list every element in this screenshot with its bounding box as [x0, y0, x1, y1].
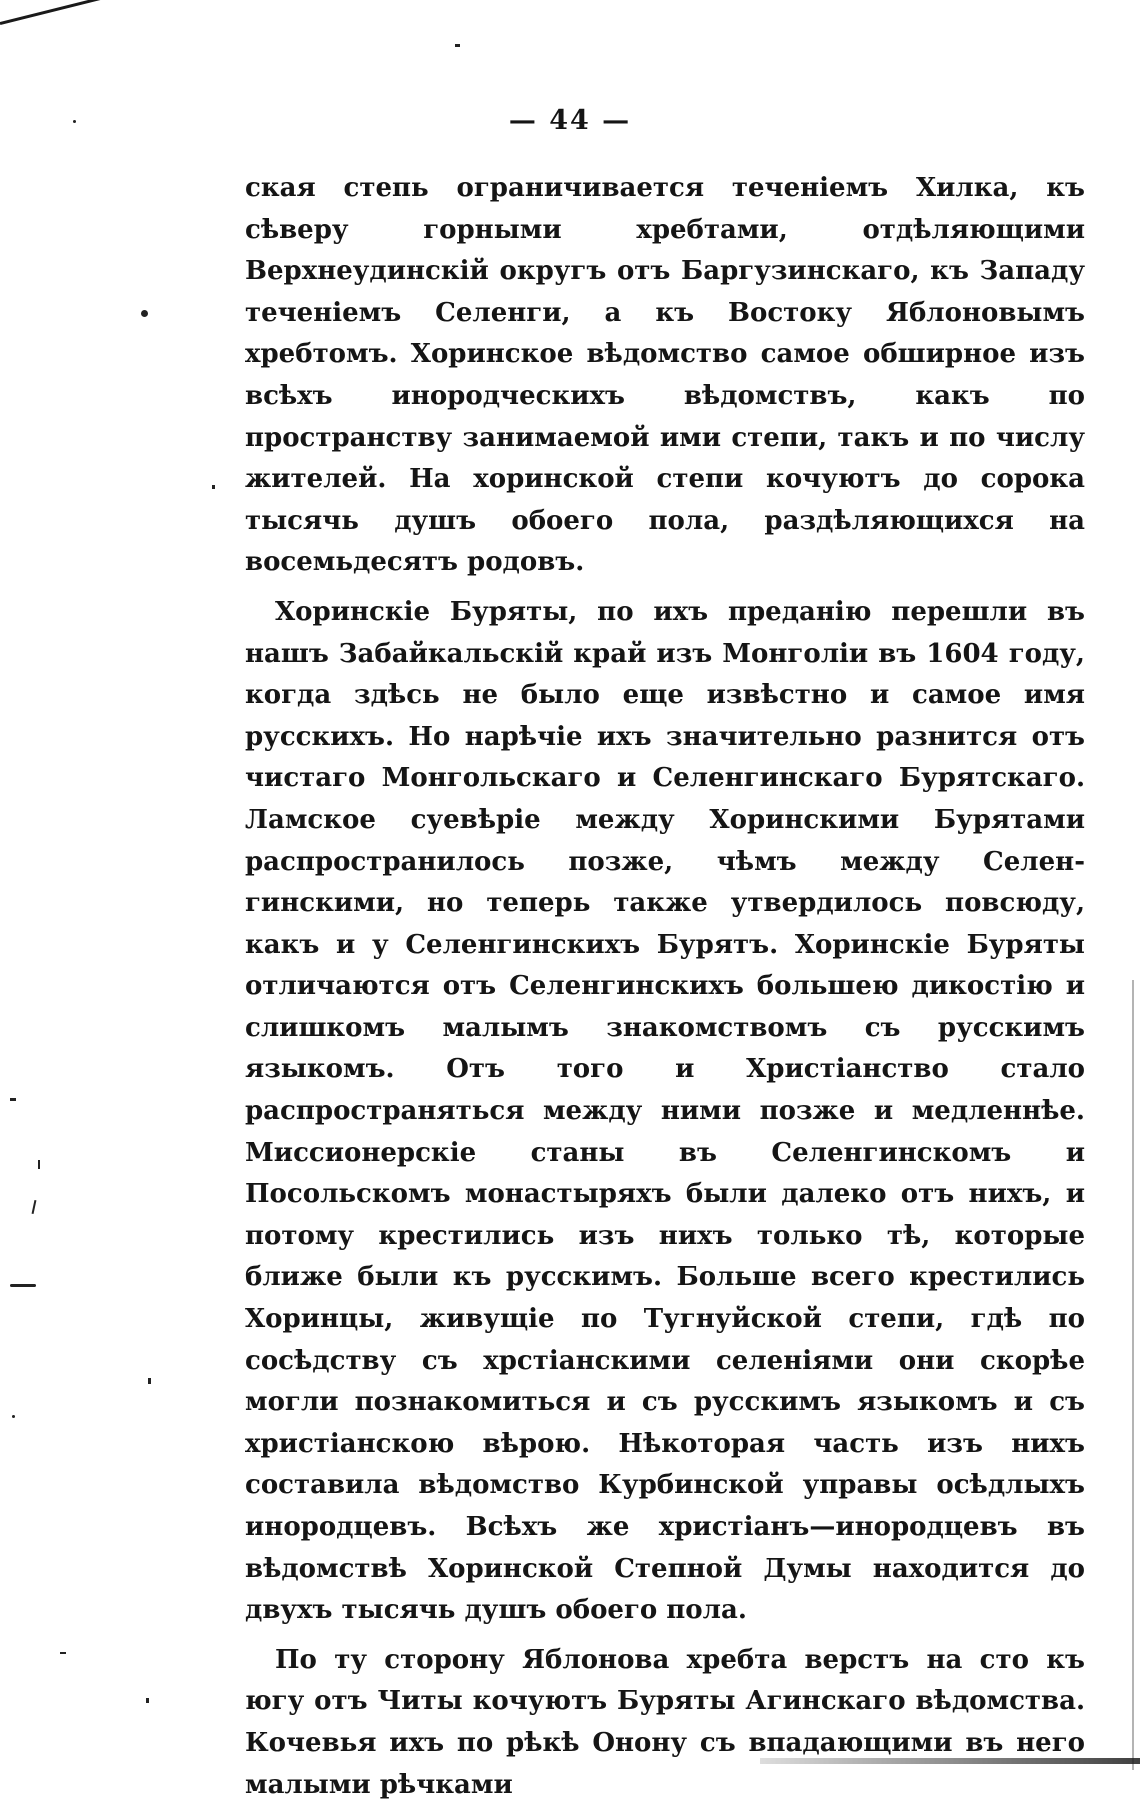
page-body — [245, 168, 1085, 1806]
scan-speck — [455, 44, 460, 47]
scan-speck — [141, 310, 148, 317]
scan-speck — [146, 1698, 149, 1703]
scan-speck — [148, 1378, 151, 1384]
scan-bottom-edge — [760, 1758, 1140, 1764]
scan-right-edge — [1132, 980, 1134, 1770]
page-number: — 44 — — [508, 105, 632, 136]
scan-speck — [73, 120, 76, 123]
scan-speck — [212, 485, 215, 489]
paragraph-2: Хоринскіе Буряты, по ихъ преданію перешли въ нашъ Забайкальскій край изъ Монголіи въ 1604 году, когда здѣсь не было еще извѣстно и самое имя русскихъ. Но нарѣчіе ихъ значительно разнится отъ чистаго Монгольскаго и Селенгинскаго Бурятскаго. Ламское суевѣріе между Хоринскими Бурятами распространилось позже, чѣмъ между Селенгинскими, но теперь также утвердилось повсюду, какъ и у Селенгинскихъ Бурятъ. Хоринскіе Буряты отличаются отъ Селенгинскихъ большею дикостію и слишкомъ малымъ знакомствомъ съ русскимъ языкомъ. Отъ того и Христіанство стало распространяться между ними позже и медленнѣе. Миссионерскіе станы въ Селенгинскомъ и Посольскомъ монастыряхъ были далеко отъ нихъ, и потому крестились изъ нихъ только тѣ, которые ближе были къ русскимъ. Больше всего крестились Хоринцы, живущіе по Тугнуйской степи, гдѣ по сосѣдству съ хрстіанскими селеніями они скорѣе могли познакомиться и съ русскимъ языкомъ и съ христіанскою вѣрою. Нѣкоторая часть изъ нихъ составила вѣдомство Курбинской управы осѣдлыхъ инородцевъ. Всѣхъ же христіанъ—инородцевъ въ вѣдомствѣ Хоринской Степной Думы находится до двухъ тысячь душъ обоего пола. — [245, 596, 1085, 1626]
scan-speck — [10, 1098, 16, 1101]
scan-speck — [32, 1200, 37, 1214]
scan-speck — [60, 1652, 66, 1654]
scan-speck — [10, 1284, 36, 1287]
paragraph-3: По ту сторону Яблонова хребта верстъ на сто къ югу отъ Читы кочуютъ Буряты Агинскаго вѣдомства. Кочевья ихъ по рѣкѣ Онону съ впадающими въ него малыми рѣчками — [245, 1644, 1085, 1800]
scan-speck — [38, 1160, 40, 1169]
scan-speck — [12, 1415, 15, 1418]
paragraph-1: ская степь ограничивается теченіемъ Хилка, къ сѣверу горными хребтами, отдѣляющими Верхнеудинскій округъ отъ Баргузинскаго, къ Западу теченіемъ Селенги, а къ Востоку Яблоновымъ хребтомъ. Хоринское вѣдомство самое обширное изъ всѣхъ инородческихъ вѣдомствъ, какъ по пространству занимаемой ими степи, такъ и по числу жителей. На хоринской степи кочуютъ до сорока тысячь душъ обоего пола, раздѣляющихся на восемьдесятъ родовъ. — [245, 173, 1085, 578]
scan-corner-mark — [0, 0, 127, 25]
